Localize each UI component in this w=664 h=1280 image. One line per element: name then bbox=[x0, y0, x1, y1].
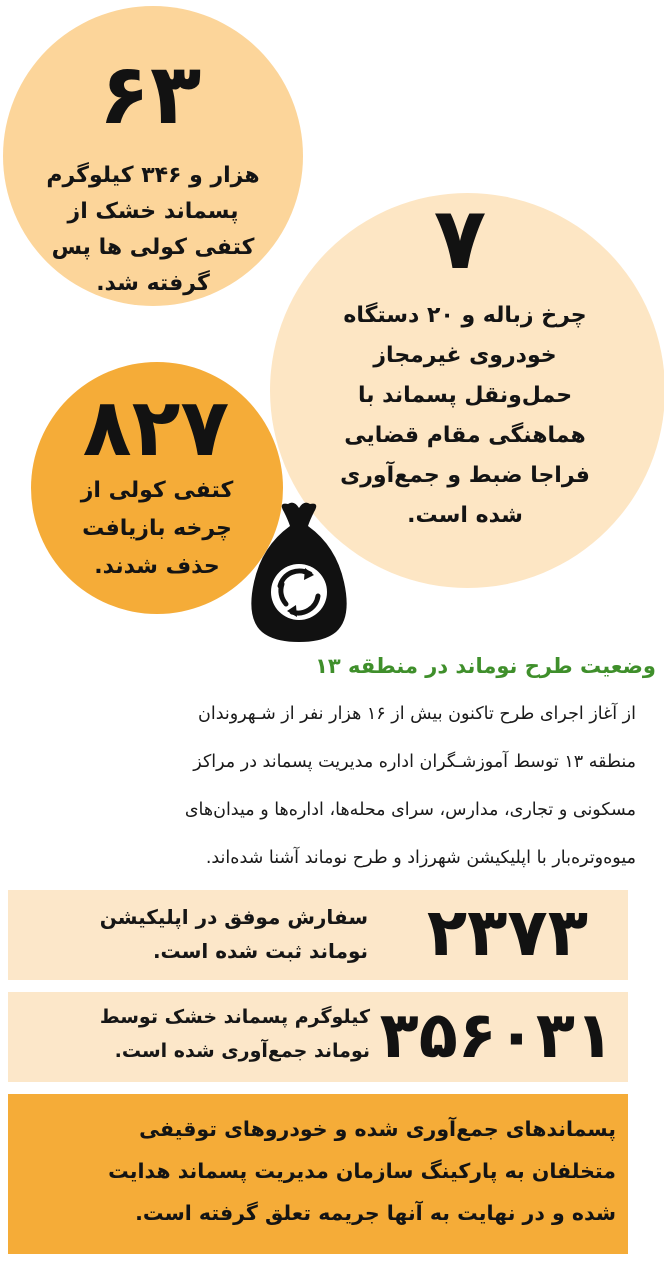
section-paragraph bbox=[8, 690, 636, 882]
stat-text-827 bbox=[44, 472, 270, 586]
note-text bbox=[16, 1108, 616, 1234]
stat-number-827: ۸۲۷ bbox=[82, 381, 230, 474]
text-line: حذف شدند. bbox=[94, 554, 220, 579]
recycle-garbage-bag-icon bbox=[244, 500, 354, 645]
stat-box-kilograms bbox=[8, 992, 628, 1082]
text-line: پسماندهای جمع‌آوری شده و خودروهای توقیفی bbox=[139, 1117, 616, 1141]
text-line: شده است. bbox=[407, 503, 523, 528]
stat-number-7: ۷ bbox=[433, 189, 487, 289]
stat-box-text bbox=[50, 1000, 370, 1068]
text-line: نوماند ثبت شده است. bbox=[152, 939, 368, 963]
stat-box-number: ۲۳۷۳ bbox=[426, 894, 588, 971]
text-line: شده و در نهایت به آنها جریمه تعلق گرفته است. bbox=[135, 1201, 616, 1225]
paragraph-line: میوه‌وتره‌بار با اپلیکیشن شهرزاد و طرح نوماند آشنا شده‌اند. bbox=[205, 848, 636, 868]
paragraph-line: منطقه ۱۳ توسط آموزشـگران اداره مدیریت پسماند در مراکز bbox=[193, 752, 636, 772]
stat-box-number: ۳۵۶۰۳۱ bbox=[379, 999, 614, 1073]
text-line: متخلفان به پارکینگ سازمان مدیریت پسماند هدایت bbox=[108, 1159, 616, 1183]
text-line: هماهنگی مقام قضایی bbox=[344, 423, 586, 448]
text-line: کیلوگرم پسماند خشک توسط bbox=[99, 1006, 370, 1028]
stat-text-63 bbox=[20, 158, 286, 302]
text-line: کتفی کولی ها پس bbox=[51, 235, 255, 260]
text-line: فراجا ضبط و جمع‌آوری bbox=[340, 463, 590, 488]
stat-box-text bbox=[68, 900, 368, 968]
paragraph-line: از آغاز اجرای طرح تاکنون بیش از ۱۶ هزار نفر از شـهروندان bbox=[198, 704, 636, 724]
text-line: کتفی کولی از bbox=[80, 478, 234, 503]
stat-number-63: ۶۳ bbox=[98, 45, 202, 143]
text-line: خودروی غیرمجاز bbox=[373, 343, 557, 368]
text-line: هزار و ۳۴۶ کیلوگرم bbox=[46, 163, 260, 188]
text-line: گرفته شد. bbox=[96, 271, 210, 296]
stat-box-orders bbox=[8, 890, 628, 980]
paragraph-line: مسکونی و تجاری، مدارس، سرای محله‌ها، اداره‌ها و میدان‌های bbox=[184, 800, 636, 820]
text-line: پسماند خشک از bbox=[67, 199, 239, 224]
text-line: نوماند جمع‌آوری شده است. bbox=[114, 1040, 370, 1062]
text-line: چرخ زباله و ۲۰ دستگاه bbox=[343, 303, 587, 328]
text-line: سفارش موفق در اپلیکیشن bbox=[99, 905, 368, 929]
note-box bbox=[8, 1094, 628, 1254]
text-line: حمل‌ونقل پسماند با bbox=[357, 383, 573, 408]
text-line: چرخه بازیافت bbox=[82, 516, 232, 541]
section-heading: وضعیت طرح نوماند در منطقه ۱۳ bbox=[315, 654, 656, 678]
